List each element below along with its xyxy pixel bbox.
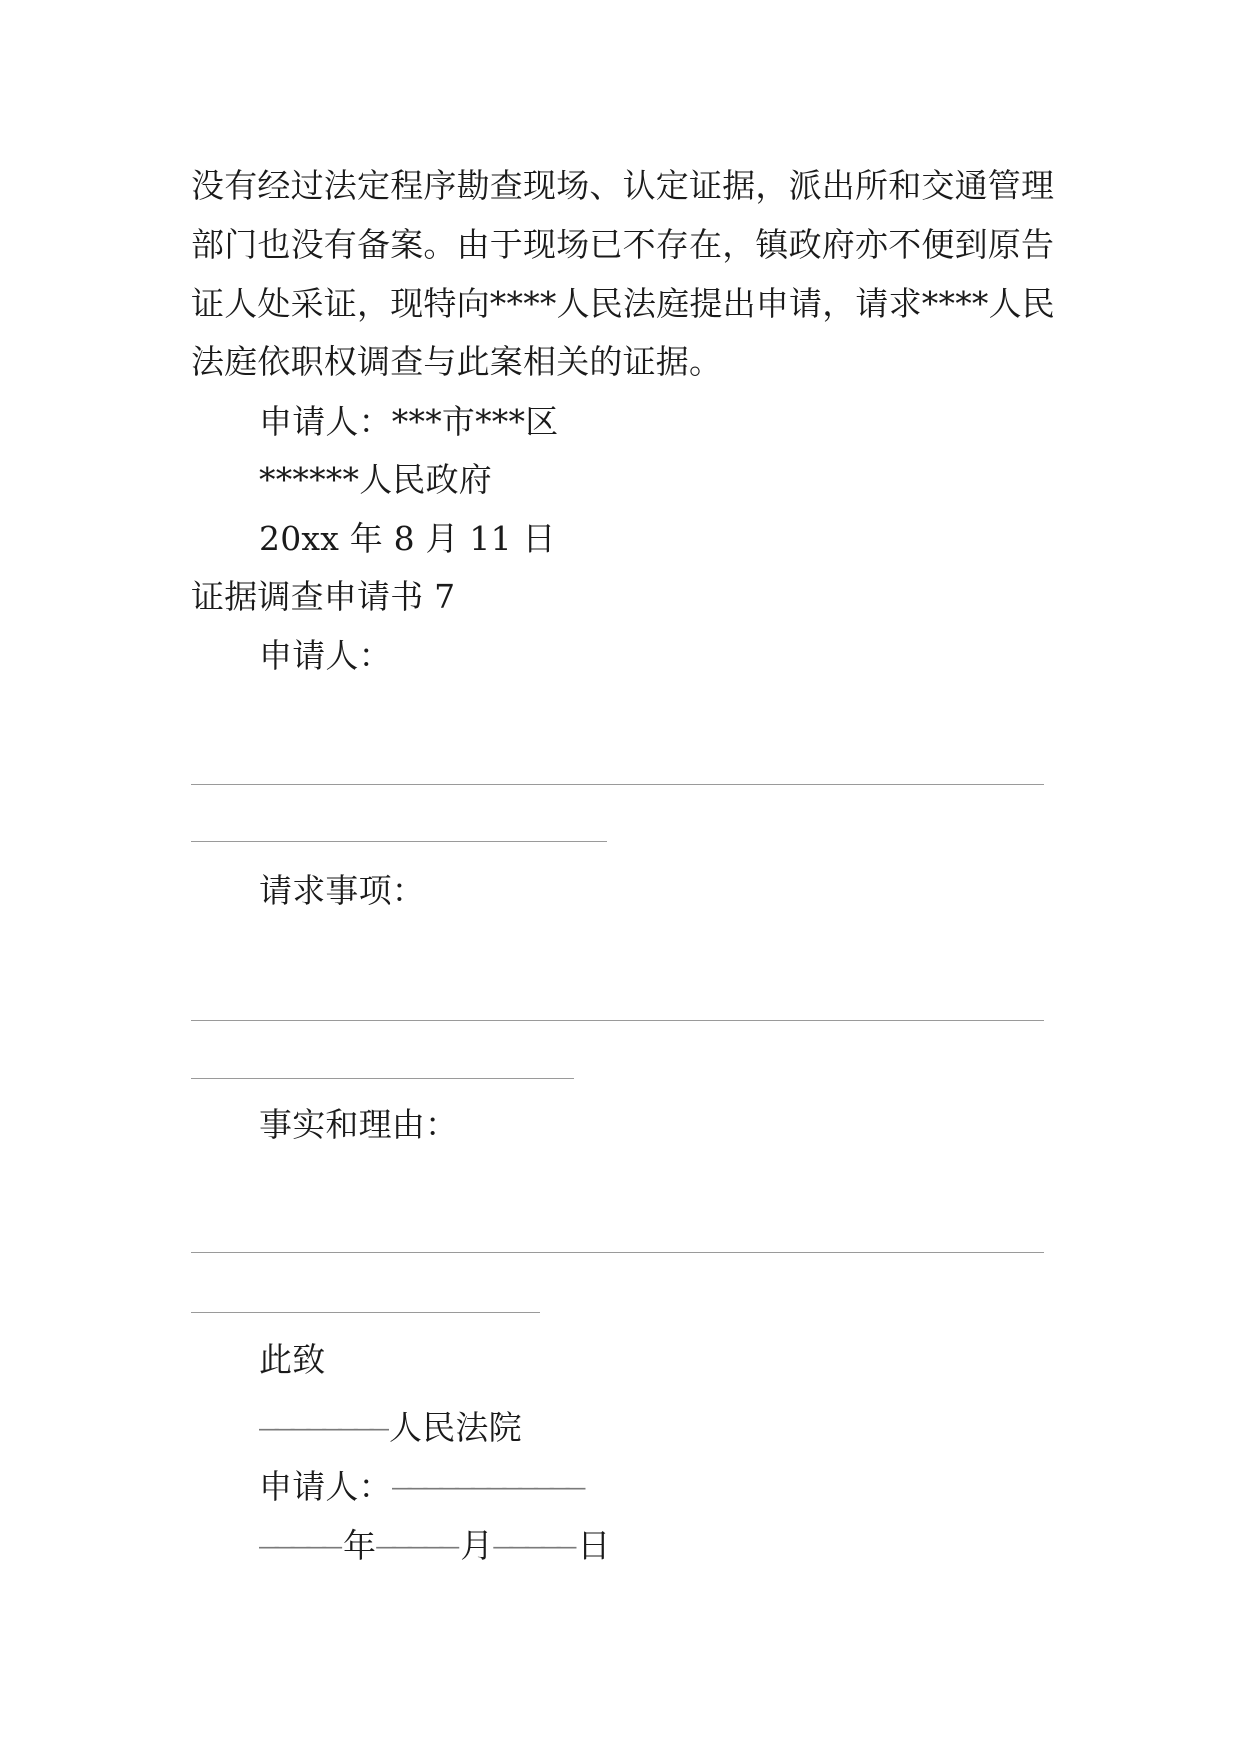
request-blank-line-2 [191, 1078, 574, 1079]
signature-organization: ******人民政府 [259, 460, 492, 499]
signature-applicant: 申请人：***市***区 [259, 402, 559, 441]
court-suffix: 人民法院 [389, 1408, 522, 1447]
applicant-blank-line-1 [191, 784, 1044, 785]
sign-line [259, 1458, 611, 1506]
paragraph-line-1: 没有经过法定程序勘查现场、认定证据，派出所和交通管理 [191, 166, 1055, 205]
year-label: 年 [343, 1526, 377, 1565]
sign-blank: ____________ [391, 1459, 582, 1496]
request-blank-line-1 [191, 1020, 1044, 1021]
day-blank: _____ [493, 1518, 573, 1555]
facts-blank-line-2 [191, 1312, 540, 1313]
request-label: 请求事项： [259, 871, 425, 910]
closing-text: 此致 [259, 1340, 326, 1379]
form-title: 证据调查申请书 7 [191, 577, 456, 616]
paragraph-line-4: 法庭依职权调查与此案相关的证据。 [191, 342, 723, 381]
court-line [259, 1399, 522, 1447]
paragraph-line-2: 部门也没有备案。由于现场已不存在，镇政府亦不便到原告 [191, 225, 1055, 264]
court-blank: ________ [259, 1400, 386, 1437]
signature-date: 20xx 年 8 月 11 日 [259, 519, 556, 558]
facts-label: 事实和理由： [259, 1105, 459, 1144]
month-blank: _____ [376, 1518, 456, 1555]
sign-label: 申请人： [259, 1467, 392, 1506]
paragraph-line-3: 证人处采证，现特向****人民法庭提出申请，请求****人民 [191, 284, 1055, 323]
applicant-label: 申请人： [259, 636, 392, 675]
facts-blank-line-1 [191, 1252, 1044, 1253]
applicant-blank-line-2 [191, 841, 607, 842]
month-label: 月 [460, 1526, 494, 1565]
year-blank: _____ [259, 1518, 339, 1555]
day-label: 日 [577, 1526, 611, 1565]
date-line [259, 1517, 611, 1565]
